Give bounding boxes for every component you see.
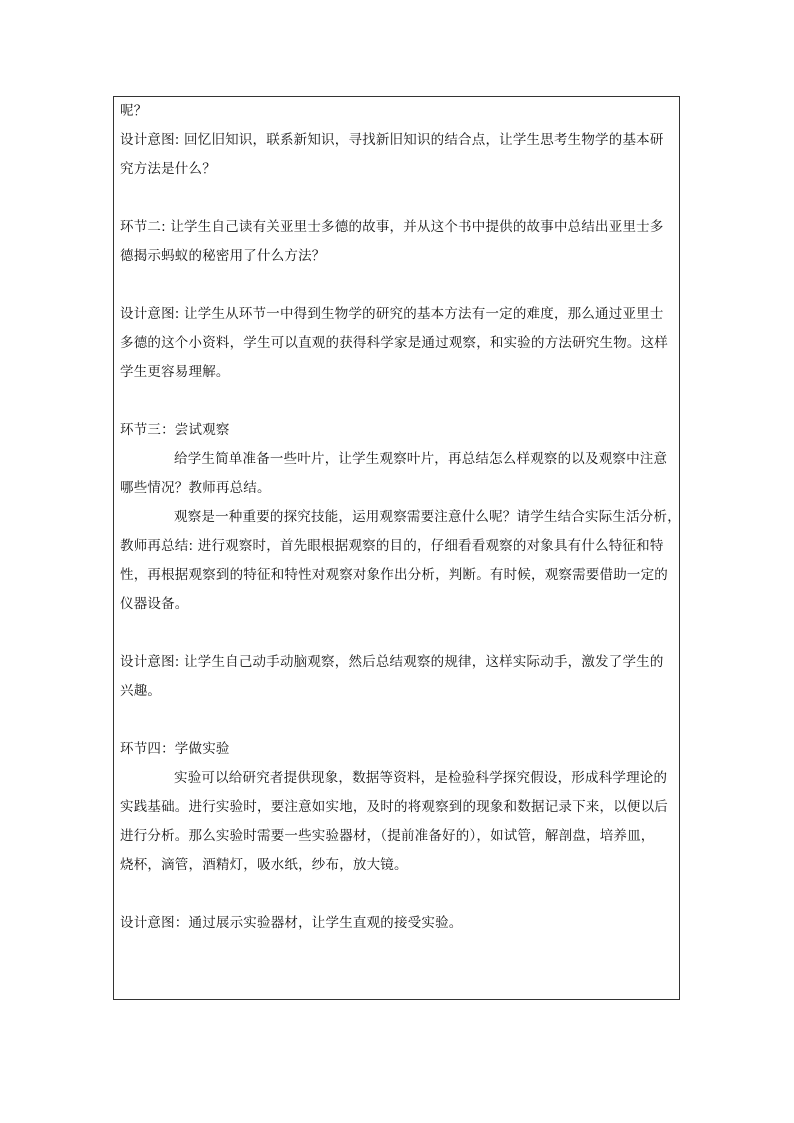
- text-line: 烧杯，滴管，酒精灯，吸水纸，纱布，放大镜。: [120, 857, 408, 873]
- text-line: 哪些情况？教师再总结。: [120, 480, 271, 496]
- text-line: 设计意图: 让学生自己动手动脑观察，然后总结观察的规律，这样实际动手，激发了学生的: [120, 654, 664, 670]
- text-line: 仪器设备。: [120, 596, 189, 612]
- blank-line: [120, 271, 673, 300]
- section-heading: 环节四：学做实验: [120, 741, 230, 757]
- text-line: 实践基础。进行实验时，要注意如实地，及时的将观察到的现象和数据记录下来，以便以后: [120, 799, 668, 815]
- text-line: 设计意图：通过展示实验器材，让学生直观的接受实验。: [120, 915, 463, 931]
- text-line: 学生更容易理解。: [120, 364, 230, 380]
- text-line: 多德的这个小资料，学生可以直观的获得科学家是通过观察，和实验的方法研究生物。这样: [120, 335, 668, 351]
- text-line: 设计意图: 让学生从环节一中得到生物学的研究的基本方法有一定的难度，那么通过亚里士: [120, 306, 664, 322]
- text-line: 给学生简单准备一些叶片，让学生观察叶片，再总结怎么样观察的以及观察中注意: [174, 451, 668, 467]
- text-line: 观察是一种重要的探究技能，运用观察需要注意什么呢？请学生结合实际生活分析，: [174, 509, 681, 525]
- blank-line: [120, 619, 673, 648]
- text-line: 兴趣。: [120, 683, 162, 699]
- text-line: 教师再总结: 进行观察时，首先眼根据观察的目的，仔细看看观察的对象具有什么特征和特: [120, 538, 664, 554]
- text-line: 环节二: 让学生自己读有关亚里士多德的故事，并从这个书中提供的故事中总结出亚里士多: [120, 219, 664, 235]
- blank-line: [120, 184, 673, 213]
- blank-line: [120, 880, 673, 909]
- text-line: 性，再根据观察到的特征和特性对观察对象作出分析，判断。有时候，观察需要借助一定的: [120, 567, 668, 583]
- text-line: 进行分析。那么实验时需要一些实验器材，（提前准备好的），如试管，解剖盘，培养皿，: [120, 828, 655, 844]
- blank-line: [120, 706, 673, 735]
- text-line: 设计意图: 回忆旧知识，联系新知识，寻找新旧知识的结合点，让学生思考生物学的基本研: [120, 132, 664, 148]
- text-line: 究方法是什么？: [120, 161, 216, 177]
- lesson-design-cell: [113, 96, 680, 1000]
- text-line: 呢？: [120, 103, 148, 119]
- section-heading: 环节三：尝试观察: [120, 422, 230, 438]
- blank-line: [120, 387, 673, 416]
- text-line: 德揭示蚂蚁的秘密用了什么方法？: [120, 248, 326, 264]
- text-line: 实验可以给研究者提供现象，数据等资料，是检验科学探究假设，形成科学理论的: [174, 770, 668, 786]
